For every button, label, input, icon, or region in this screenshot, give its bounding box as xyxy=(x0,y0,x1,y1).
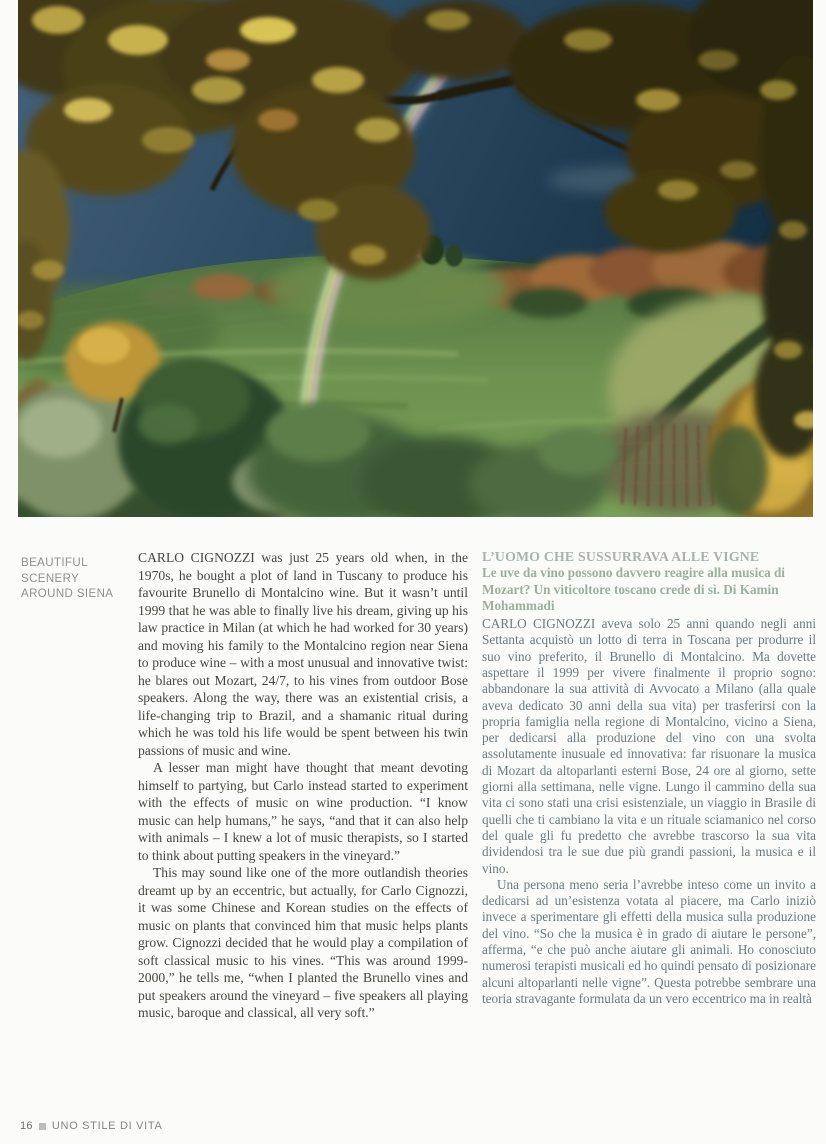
landscape-photo-svg xyxy=(18,0,813,517)
italian-paragraph-2: Una persona meno seria l’avrebbe inteso come un invito a dedicarsi ad un’esistenza votata al piacere, ma Carlo iniziò invece a sperimentare gli effetti della musica sulla produzione del vino. “So che la musica è in grado di aiutare le persone”, afferma, “e che può anche aiutare gli animali. Ho conosciuto numerosi terapisti musicali ed ho quindi pensato di posizionare alcuni altoparlanti nelle vigne”. Questa potrebbe sembrare una teoria stravagante formulata da un vero eccentrico ma in realtà xyxy=(482,876,816,1006)
caption-line-3: AROUND SIENA xyxy=(21,588,114,600)
caption-line-2: SCENERY xyxy=(21,572,80,585)
italian-standfirst: Le uve da vino possono davvero reagire alla musica di Mozart? Un viticoltore toscano crede di sì. Di Kamin Mohammadi xyxy=(482,565,785,614)
italian-paragraph-1: CARLO CIGNOZZI aveva solo 25 anni quando negli anni Settanta acquistò un lotto di terra in Toscana per produrre il suo vino preferito, il Brunello di Montalcino. Ma dovette aspettare il 1999 per vivere finalmente il proprio sogno: abbandonare la sua attività di Avvocato a Milano (alla quale aveva dedicato 30 anni della sua vita) per trasferirsi con la propria famiglia nella regione di Montalcino, vicino a Siena, per dedicarsi alla produzione del vino con una svolta assolutamente inusuale ed innovativa: far risuonare la musica di Mozart da altoparlanti esterni Bose, 24 ore al giorno, sette giorni alla settimana, nelle vigne. Lungo il cammino della sua vita ci sono stati una crisi esistenziale, un viaggio in Brasile di quelli che ti cambiano la vita e un rituale sciamanico nel corso del quale gli fu predetto che avrebbe trascorso la sua vita dividendosi tra le sue due più grandi passioni, la musica e il vino. xyxy=(482,616,816,876)
italian-article-column xyxy=(482,549,816,1007)
english-paragraph-3: This may sound like one of the more outlandish theories dreamt up by an eccentric, but actually, for Carlo Cignozzi, it was some Chinese and Korean studies on the effects of music on plants that convinced him that music helps plants grow. Cignozzi decided that he would play a compilation of soft classical music to his vines. “This was around 1999-2000,” he tells me, “when I planted the Brunello vines and put speakers around the vineyard – five speakers all playing music, baroque and classical, all very soft.” xyxy=(138,865,468,1020)
english-paragraph-1: CARLO CIGNOZZI was just 25 years old when, in the 1970s, he bought a plot of land in Tuscany to produce his favourite Brunello di Montalcino wine. But it wasn’t until 1999 that he was able to finally live his dream, giving up his law practice in Milan (at which he had worked for 30 years) and moving his family to the Montalcino region near Siena to produce wine – with a most unusual and innovative twist: he blares out Mozart, 24/7, to his vines from outdoor Bose speakers. Along the way, there was an existential crisis, a life-changing trip to Brazil, and a shamanic ritual during which he was told his life would be spent between his twin passions of music and wine. xyxy=(138,550,468,758)
landscape-photo xyxy=(18,0,813,517)
page-footer xyxy=(20,1119,163,1133)
italian-headline: L’UOMO CHE SUSSURRAVA ALLE VIGNE xyxy=(482,549,760,564)
caption-line-1: BEAUTIFUL xyxy=(21,557,88,569)
page-number: 16 xyxy=(20,1120,33,1132)
photo-caption xyxy=(21,556,133,603)
footer-square-icon xyxy=(39,1123,46,1130)
english-paragraph-2: A lesser man might have thought that meant devoting himself to partying, but Carlo instead started to experiment with the effects of music on wine production. “I know music can help humans,” he says, “and that it can also help with animals – I knew a lot of music therapists, so I started to think about putting speakers in the vineyard.” xyxy=(138,760,468,863)
magazine-title: UNO STILE DI VITA xyxy=(51,1120,163,1132)
english-article-column xyxy=(138,549,468,1022)
